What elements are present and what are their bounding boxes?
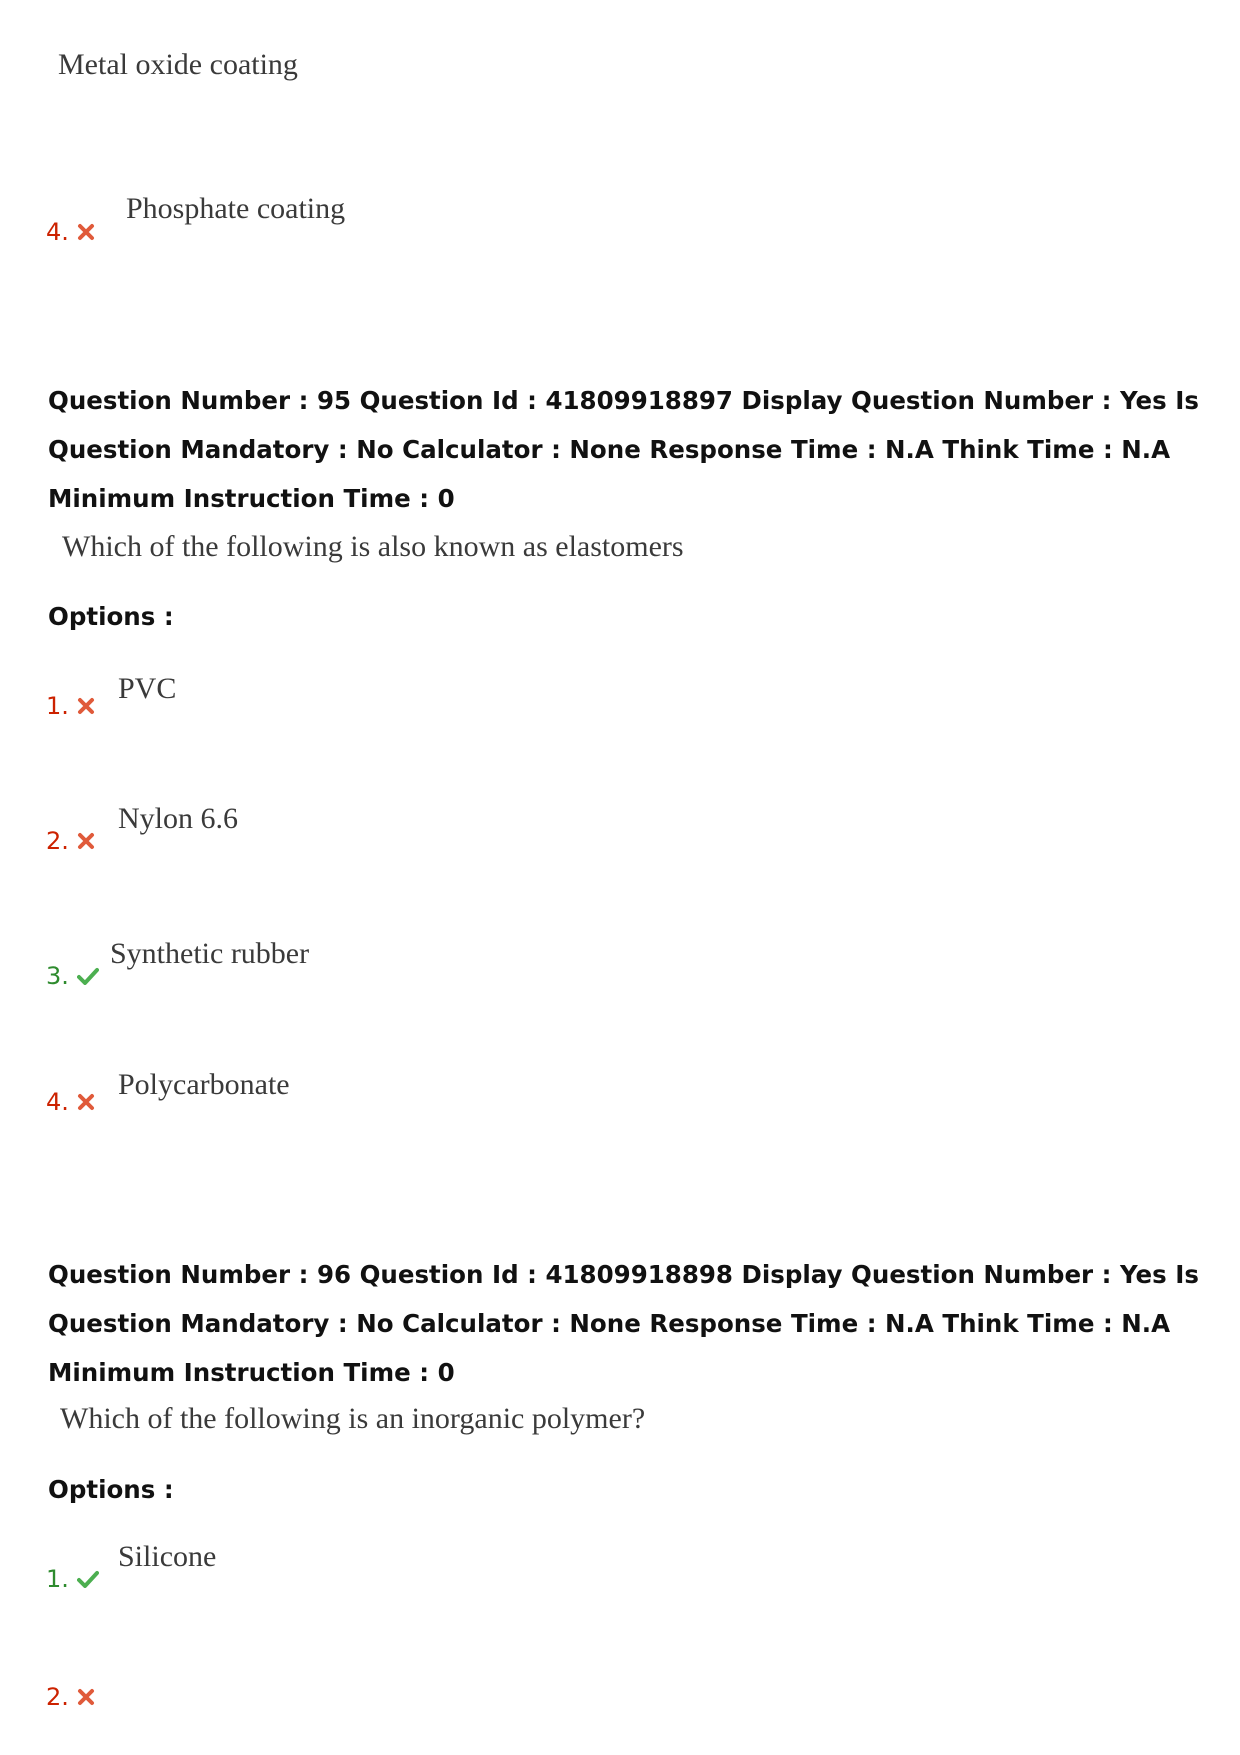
- cross-icon: [77, 697, 95, 715]
- option-number: 2.: [46, 827, 69, 855]
- question-96-text: Which of the following is an inorganic polymer?: [60, 1402, 646, 1435]
- q95-option-1-text: PVC: [118, 672, 177, 705]
- q96-option-1-text: Silicone: [118, 1540, 217, 1573]
- q96-option-2: [46, 1683, 95, 1711]
- option-number: 4.: [46, 218, 69, 246]
- q95-option-4: [46, 1088, 95, 1116]
- cross-icon: [77, 1688, 95, 1706]
- prev-option-3-text: Metal oxide coating: [58, 48, 298, 81]
- cross-icon: [77, 832, 95, 850]
- cross-icon: [77, 1093, 95, 1111]
- option-number: 2.: [46, 1683, 69, 1711]
- q95-option-1: [46, 692, 95, 720]
- question-95-meta: Question Number : 95 Question Id : 41809918897 Display Question Number : Yes Is Question Mandatory : No Calculator : None Response Time : N.A Think Time : N.A Minimum Instruction Time : 0: [48, 386, 1199, 513]
- q96-option-1: [46, 1565, 99, 1593]
- cross-icon: [77, 223, 95, 241]
- prev-option-4-text: Phosphate coating: [126, 192, 346, 225]
- question-95-text: Which of the following is also known as elastomers: [62, 530, 684, 563]
- q95-option-3-text: Synthetic rubber: [110, 937, 310, 970]
- q95-option-3: [46, 962, 99, 990]
- q95-option-2-text: Nylon 6.6: [118, 802, 238, 835]
- question-96-meta: Question Number : 96 Question Id : 41809918898 Display Question Number : Yes Is Question Mandatory : No Calculator : None Response Time : N.A Think Time : N.A Minimum Instruction Time : 0: [48, 1260, 1199, 1387]
- q95-option-4-text: Polycarbonate: [118, 1068, 290, 1101]
- option-number: 1.: [46, 692, 69, 720]
- check-icon: [77, 967, 99, 985]
- prev-option-4: [46, 218, 95, 246]
- option-number: 3.: [46, 962, 69, 990]
- question-95-options-label: Options :: [48, 602, 174, 631]
- check-icon: [77, 1570, 99, 1588]
- option-number: 4.: [46, 1088, 69, 1116]
- question-96-options-label: Options :: [48, 1475, 174, 1504]
- q95-option-2: [46, 827, 95, 855]
- option-number: 1.: [46, 1565, 69, 1593]
